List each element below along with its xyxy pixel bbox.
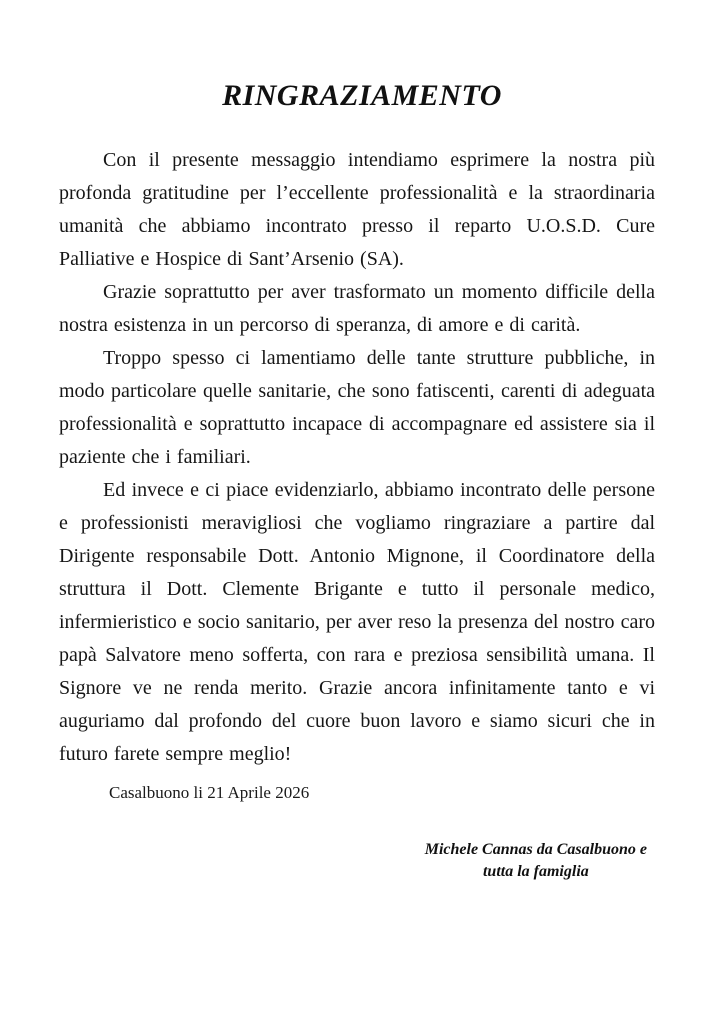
paragraph-thanks: Grazie soprattutto per aver trasformato un momento difficile della nostra esistenza in un percorso di speranza, di amore e di carità.: [59, 281, 655, 336]
paragraph-public-structures: Troppo spesso ci lamentiamo delle tante strutture pubbliche, in modo particolare quelle sanitarie, che sono fatiscenti, carenti di adeguata professionalità e soprattutto incapace di accompagnare ed assistere sia il paziente che i familiari.: [59, 347, 655, 468]
letter-body: [59, 144, 655, 771]
signature-family-line: tutta la famiglia: [482, 863, 589, 880]
signature-name-line: Michele Cannas da Casalbuono e: [424, 841, 647, 858]
paragraph-gratitude: Con il presente messaggio intendiamo esprimere la nostra più profonda gratitudine per l’eccellente professionalità e la straordinaria umanità che abbiamo incontrato presso il reparto U.O.S.D. Cure Palliative e Hospice di Sant’Arsenio (SA).: [59, 149, 655, 270]
place-and-date: Casalbuono li 21 Aprile 2026: [109, 783, 310, 802]
paragraph-staff-praise: Ed invece e ci piace evidenziarlo, abbiamo incontrato delle persone e professionisti meravigliosi che vogliamo ringraziare a partire dal Dirigente responsabile Dott. Antonio Mignone, il Coordinatore della struttura il Dott. Clemente Brigante e tutto il personale medico, infermieristico e socio sanitario, per aver reso la presenza del nostro caro papà Salvatore meno sofferta, con rara e preziosa sensibilità umana. Il Signore ve ne renda merito. Grazie ancora infinitamente tanto e vi auguriamo dal profondo del cuore buon lavoro e siamo sicuri che in futuro farete sempre meglio!: [59, 479, 655, 765]
page-title: RINGRAZIAMENTO: [222, 79, 502, 112]
signature: [425, 839, 647, 883]
